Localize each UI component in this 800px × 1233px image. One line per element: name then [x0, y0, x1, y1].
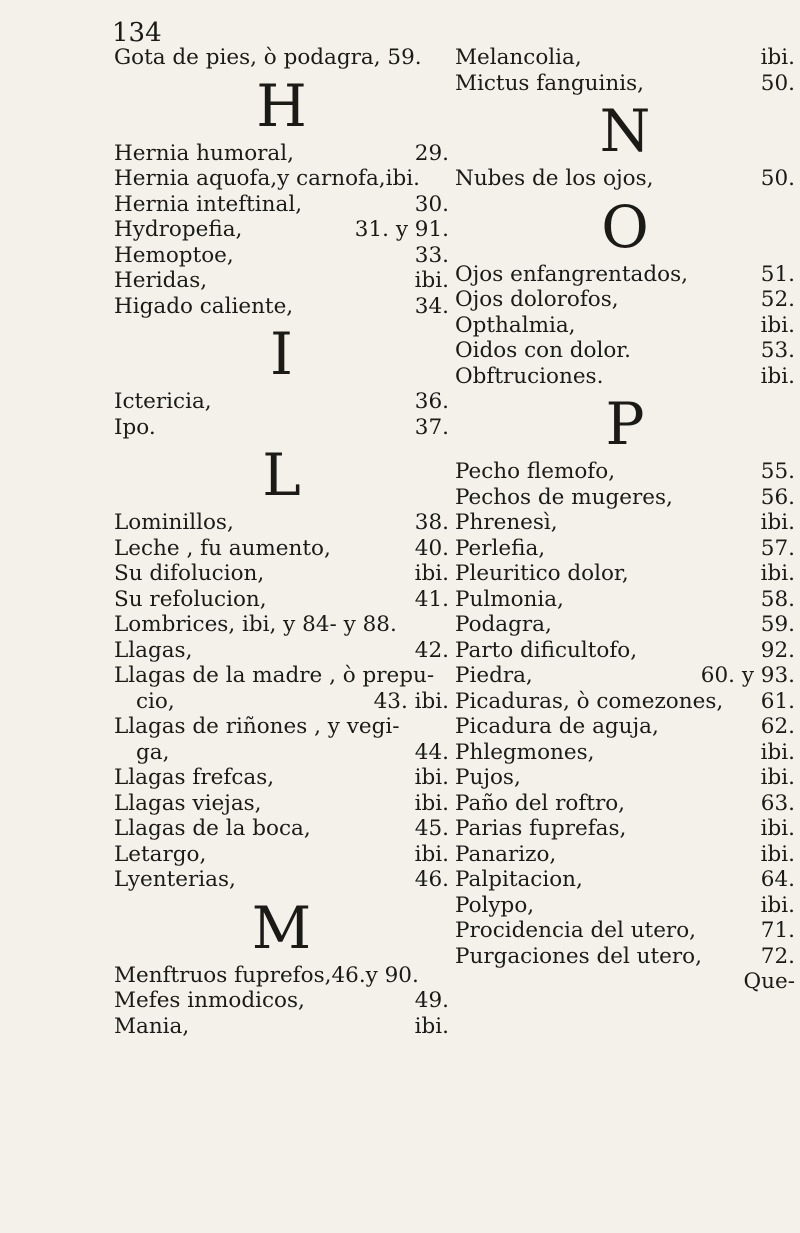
- index-entry: [455, 587, 795, 613]
- index-entry: [114, 192, 449, 218]
- index-entry: [455, 867, 795, 893]
- entry-term: Su refolucion,: [114, 586, 267, 612]
- entry-page-ref: 30.: [414, 191, 449, 217]
- entry-page-ref: 34.: [414, 293, 449, 319]
- index-entry: [455, 918, 795, 944]
- entry-page-ref: 64.: [760, 867, 795, 892]
- entry-page-ref: 55.: [760, 459, 795, 484]
- entry-page-ref: ibi.: [760, 312, 795, 338]
- entry-page-ref: ibi.: [760, 45, 795, 70]
- entry-page-ref: 45.: [414, 816, 449, 841]
- section-letter: N: [599, 97, 651, 165]
- entry-term: Ictericia,: [114, 389, 212, 414]
- entry-page-ref: ibi.: [414, 841, 449, 867]
- right-column: [455, 45, 795, 995]
- section-letter: M: [251, 893, 312, 962]
- index-entry: [455, 338, 795, 364]
- entry-page-ref: 57.: [760, 535, 795, 561]
- entry-page-ref: ibi.: [760, 510, 795, 535]
- index-entry: [455, 842, 795, 868]
- entry-term: Gota de pies, ò podagra, 59.: [114, 45, 422, 70]
- index-entry: [114, 141, 449, 167]
- entry-term: Llagas viejas,: [114, 790, 262, 816]
- entry-term: Ojos enfangrentados,: [455, 261, 688, 287]
- entry-term: Mictus fanguinis,: [455, 70, 644, 96]
- entry-term: Parias fuprefas,: [455, 816, 627, 841]
- section-letter: L: [262, 441, 301, 509]
- entry-term: Su difolucion,: [114, 561, 265, 586]
- entry-page-ref: ibi.: [414, 790, 449, 816]
- entry-term: Perlefia,: [455, 535, 546, 561]
- entry-term: Picadura de aguja,: [455, 714, 659, 739]
- index-entry: [455, 612, 795, 638]
- entry-term: Palpitacion,: [455, 867, 583, 892]
- entry-page-ref: 63.: [760, 790, 795, 816]
- entry-page-ref: 31. y 91.: [354, 217, 449, 242]
- entry-page-ref: 33.: [414, 242, 449, 268]
- entry-term: Lominillos,: [114, 510, 234, 535]
- entry-term: Hernia inteftinal,: [114, 191, 303, 217]
- entry-page-ref: 49.: [414, 988, 449, 1013]
- entry-page-ref: 61.: [760, 688, 795, 714]
- index-entry: [114, 268, 449, 294]
- index-entry: [455, 944, 795, 970]
- entry-term: Nubes de los ojos,: [455, 166, 654, 191]
- entry-page-ref: ibi.: [760, 739, 795, 765]
- entry-term: Panarizo,: [455, 841, 557, 867]
- entry-term: Pleuritico dolor,: [455, 561, 629, 586]
- entry-term: Polypo,: [455, 892, 535, 918]
- index-entry: [455, 893, 795, 919]
- entry-term: Pecho flemofo,: [455, 459, 616, 484]
- index-entry: [114, 740, 449, 766]
- index-entry: [114, 842, 449, 868]
- index-entry: [114, 561, 449, 587]
- entry-term: Llagas de riñones , y vegi-: [114, 714, 400, 739]
- entry-page-ref: 42.: [414, 637, 449, 663]
- entry-page-ref: 62.: [760, 714, 795, 739]
- entry-term: Piedra,: [455, 663, 533, 688]
- entry-page-ref: 58.: [760, 586, 795, 612]
- index-entry: [114, 816, 449, 842]
- index-entry: [455, 663, 795, 689]
- index-entry: [114, 638, 449, 664]
- entry-term: Opthalmia,: [455, 312, 576, 338]
- entry-page-ref: 71.: [760, 918, 795, 943]
- entry-page-ref: ibi.: [414, 268, 449, 293]
- entry-page-ref: ibi.: [760, 892, 795, 918]
- entry-page-ref: 60. y 93.: [700, 663, 795, 688]
- index-entry: [455, 638, 795, 664]
- entry-term: Llagas de la madre , ò prepu-: [114, 663, 435, 688]
- section-letter: O: [601, 192, 649, 261]
- entry-term: Purgaciones del utero,: [455, 943, 702, 969]
- index-entry: [114, 243, 449, 269]
- index-entry: [114, 510, 449, 536]
- index-entry: [114, 1014, 449, 1040]
- entry-page-ref: 36.: [414, 389, 449, 414]
- entry-term: cio,: [136, 688, 175, 714]
- entry-term: Llagas de la boca,: [114, 816, 311, 841]
- entry-term: Ipo.: [114, 414, 156, 440]
- entry-term: Pulmonia,: [455, 586, 564, 612]
- section-letter: I: [270, 320, 293, 388]
- entry-term: ga,: [136, 739, 170, 765]
- entry-page-ref: 52.: [760, 287, 795, 312]
- index-entry: [455, 287, 795, 313]
- entry-page-ref: ibi.: [760, 561, 795, 586]
- index-entry: [114, 294, 449, 320]
- entry-page-ref: 41.: [414, 586, 449, 612]
- entry-term: Llagas frefcas,: [114, 765, 275, 790]
- entry-page-ref: 44.: [414, 739, 449, 765]
- entry-term: Heridas,: [114, 268, 208, 293]
- entry-term: Mefes inmodicos,: [114, 988, 305, 1013]
- index-entry: [114, 714, 449, 740]
- entry-term: Hemoptoe,: [114, 242, 234, 268]
- index-entry: [455, 536, 795, 562]
- entry-page-ref: ibi.: [760, 816, 795, 841]
- entry-page-ref: ibi.: [760, 363, 795, 389]
- entry-page-ref: 92.: [760, 637, 795, 663]
- entry-term: Letargo,: [114, 841, 207, 867]
- entry-term: Higado caliente,: [114, 293, 294, 319]
- index-entry: [114, 663, 449, 689]
- index-entry: [114, 612, 449, 638]
- index-entry: [455, 485, 795, 511]
- index-entry: [455, 561, 795, 587]
- entry-term: Picaduras, ò comezones,: [455, 688, 724, 714]
- index-entry: [455, 765, 795, 791]
- index-entry: [114, 765, 449, 791]
- catchword: Que-: [743, 969, 795, 994]
- index-entry: [114, 415, 449, 441]
- section-letter: H: [256, 71, 307, 140]
- entry-page-ref: 56.: [760, 484, 795, 510]
- entry-term: Mania,: [114, 1013, 190, 1039]
- section-letter: P: [605, 390, 645, 458]
- entry-term: Melancolia,: [455, 45, 582, 70]
- entry-term: Llagas,: [114, 637, 193, 663]
- entry-term: Phlegmones,: [455, 739, 595, 765]
- index-entry: [114, 389, 449, 415]
- entry-page-ref: 43. ibi.: [373, 688, 449, 714]
- entry-term: Pujos,: [455, 765, 521, 790]
- index-entry: [455, 791, 795, 817]
- entry-term: Obftruciones.: [455, 363, 604, 389]
- index-entry: [455, 459, 795, 485]
- entry-page-ref: ibi.: [760, 765, 795, 790]
- index-entry: [114, 963, 449, 989]
- left-column: [114, 45, 449, 1039]
- index-entry: [114, 536, 449, 562]
- index-entry: [114, 867, 449, 893]
- entry-page-ref: 53.: [760, 338, 795, 363]
- entry-term: Lombrices, ibi, y 84- y 88.: [114, 612, 397, 637]
- index-entry: [114, 587, 449, 613]
- index-entry: [455, 45, 795, 71]
- page-number: 134: [112, 18, 162, 48]
- entry-term: Oidos con dolor.: [455, 338, 632, 363]
- index-entry: [114, 45, 449, 71]
- entry-page-ref: 46.: [414, 867, 449, 892]
- index-entry: [455, 510, 795, 536]
- index-entry: [455, 689, 795, 715]
- index-entry: [114, 166, 449, 192]
- entry-term: Hydropefia,: [114, 217, 243, 242]
- entry-page-ref: ibi.: [414, 561, 449, 586]
- entry-page-ref: 50.: [760, 70, 795, 96]
- index-entry: [114, 791, 449, 817]
- index-entry: [114, 988, 449, 1014]
- entry-page-ref: ibi.: [760, 841, 795, 867]
- entry-term: Ojos dolorofos,: [455, 287, 619, 312]
- index-entry: [114, 217, 449, 243]
- entry-term: Parto dificultofo,: [455, 637, 638, 663]
- entry-term: Hernia humoral,: [114, 140, 294, 166]
- index-entry: [455, 313, 795, 339]
- index-entry: [455, 364, 795, 390]
- entry-page-ref: 29.: [414, 140, 449, 166]
- entry-term: Paño del roftro,: [455, 790, 626, 816]
- entry-term: Menftruos fuprefos,46.y 90.: [114, 962, 419, 988]
- entry-term: Pechos de mugeres,: [455, 484, 673, 510]
- entry-page-ref: 59.: [760, 612, 795, 637]
- index-entry: [455, 740, 795, 766]
- entry-term: Hernia aquofa,y carnofa,ibi.: [114, 166, 420, 191]
- entry-page-ref: 72.: [760, 943, 795, 969]
- entry-page-ref: 40.: [414, 535, 449, 561]
- entry-term: Phrenesì,: [455, 510, 558, 535]
- index-entry: [114, 689, 449, 715]
- entry-page-ref: 51.: [760, 261, 795, 287]
- entry-term: Leche , fu aumento,: [114, 535, 331, 561]
- entry-term: Podagra,: [455, 612, 552, 637]
- index-entry: [455, 262, 795, 288]
- entry-term: Lyenterias,: [114, 867, 236, 892]
- entry-page-ref: 50.: [760, 166, 795, 191]
- index-entry: [455, 71, 795, 97]
- entry-page-ref: ibi.: [414, 1013, 449, 1039]
- index-entry: [455, 714, 795, 740]
- entry-page-ref: ibi.: [414, 765, 449, 790]
- index-entry: [455, 166, 795, 192]
- entry-page-ref: 38.: [414, 510, 449, 535]
- entry-page-ref: 37.: [414, 414, 449, 440]
- entry-term: Procidencia del utero,: [455, 918, 696, 943]
- index-entry: [455, 816, 795, 842]
